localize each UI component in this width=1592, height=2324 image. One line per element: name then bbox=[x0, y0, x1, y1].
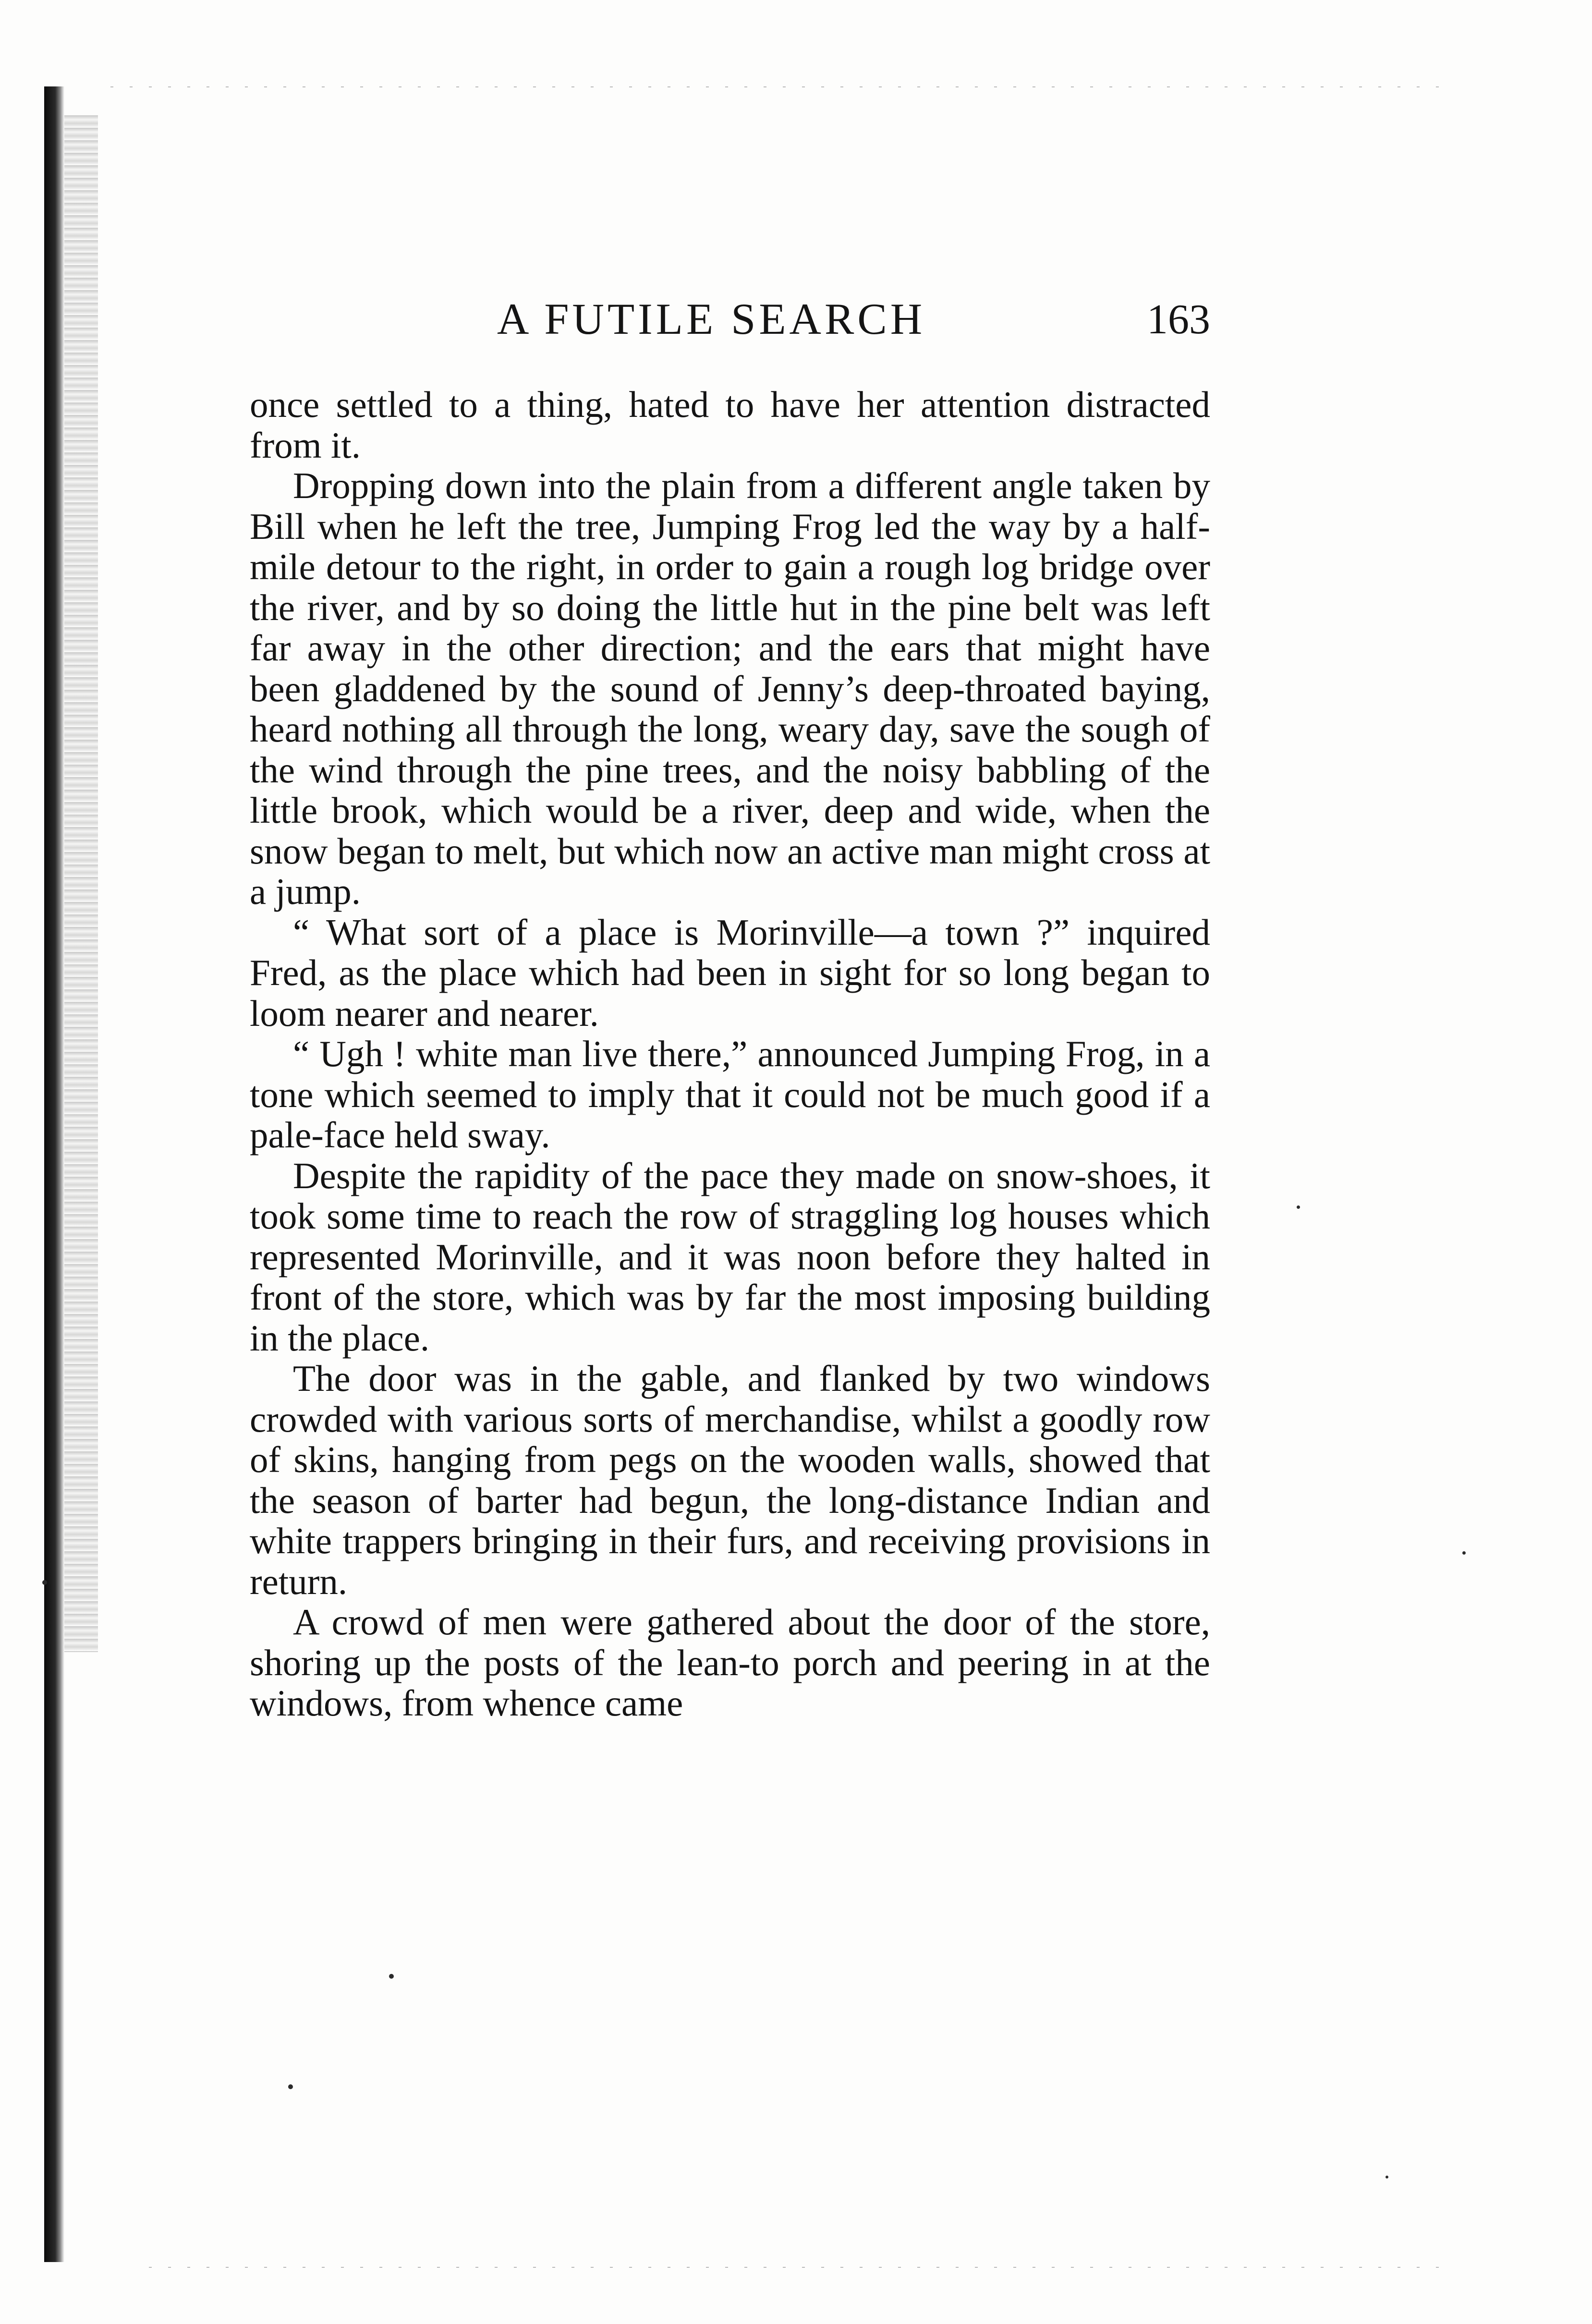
paragraph: The door was in the gable, and flanked by two windows crowded with various sorts of merchandise, whilst a goodly row of skins, hanging from pegs on the wooden walls, showed that the season of barter had begun, the long-distance Indian and white trappers bringing in their furs, and receiving provisions in return. bbox=[250, 1358, 1210, 1602]
paragraph: A crowd of men were gathered about the door of the store, shoring up the posts of the lean-to porch and peering in at the windows, from whence came bbox=[250, 1601, 1210, 1724]
paragraph: once settled to a thing, hated to have her attention distracted from it. bbox=[250, 384, 1210, 466]
scan-artifact-bottom bbox=[149, 2267, 1446, 2268]
speck bbox=[42, 1580, 47, 1585]
speck bbox=[1297, 1205, 1300, 1209]
running-head bbox=[250, 288, 1210, 351]
speck bbox=[389, 1974, 394, 1979]
paragraph: “ Ugh ! white man live there,” announced Jumping Frog, in a tone which seemed to imply that it could not be much good if a pale-face held sway. bbox=[250, 1033, 1210, 1156]
page-number: 163 bbox=[1147, 296, 1210, 343]
paragraph: “ What sort of a place is Morinville—a town ?” inquired Fred, as the place which had been in sight for so long began to loom nearer and nearer. bbox=[250, 911, 1210, 1034]
speck bbox=[1385, 2176, 1388, 2178]
binding-shadow bbox=[64, 115, 98, 1652]
scan-artifact-top bbox=[110, 86, 1446, 87]
speck bbox=[288, 2084, 293, 2089]
paragraph: Dropping down into the plain from a different angle taken by Bill when he left the tree, Jumping Frog led the way by a half-mile detour to the right, in order to gain a rough log bridge over the river, and by so doing the little hut in the pine belt was left far away in the other direction; and the ears that might have been gladdened by the sound of Jenny’s deep-throated baying, heard nothing all through the long, weary day, save the sough of the wind through the pine trees, and the noisy babbling of the little brook, which would be a river, deep and wide, when the snow began to melt, but which now an active man might cross at a jump. bbox=[250, 465, 1210, 912]
binding-edge bbox=[44, 86, 64, 2262]
body-text bbox=[250, 384, 1210, 1724]
paragraph: Despite the rapidity of the pace they made on snow-shoes, it took some time to reach the row of straggling log houses which represented Morinville, and it was noon before they halted in front of the store, which was by far the most imposing building in the place. bbox=[250, 1155, 1210, 1359]
speck bbox=[1462, 1551, 1466, 1555]
running-title: A FUTILE SEARCH bbox=[497, 294, 926, 343]
